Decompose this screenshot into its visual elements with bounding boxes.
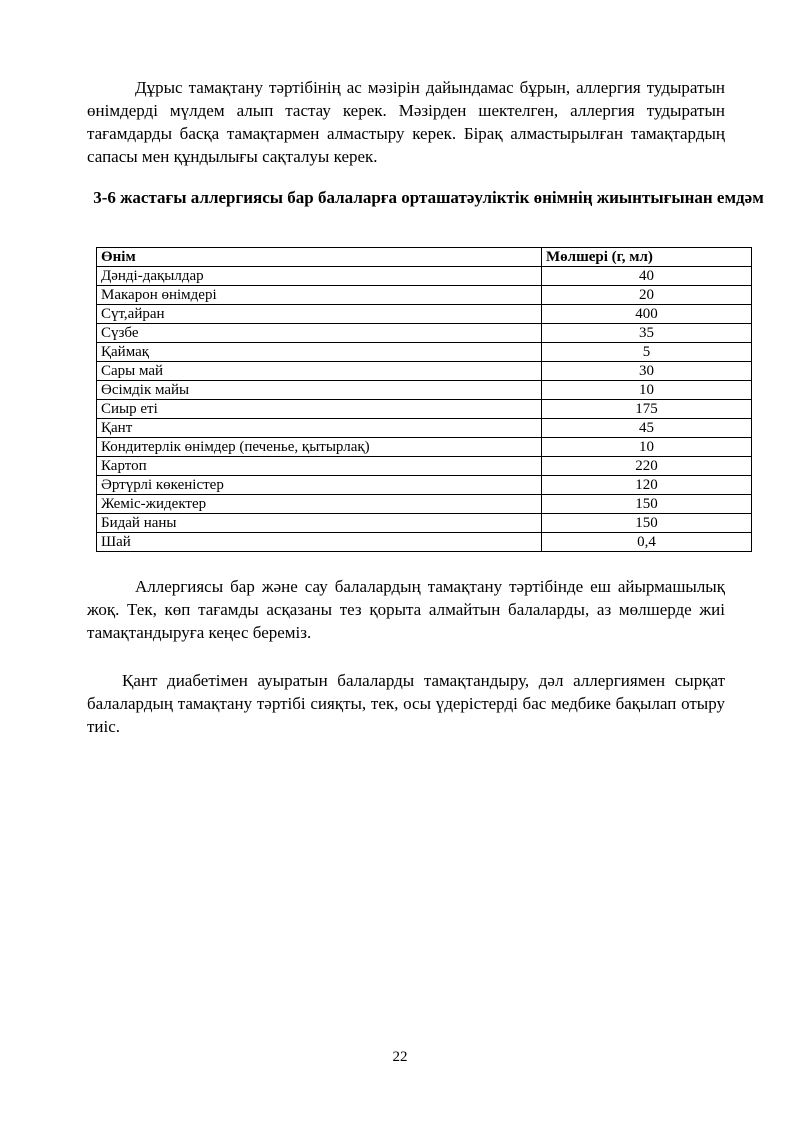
product-cell: Сүзбе — [97, 324, 542, 343]
table-header-row — [97, 248, 752, 267]
product-cell: Макарон өнімдері — [97, 286, 542, 305]
amount-cell: 35 — [542, 324, 752, 343]
product-cell: Қаймақ — [97, 343, 542, 362]
product-cell: Өсімдік майы — [97, 381, 542, 400]
page-number: 22 — [392, 1049, 408, 1065]
amount-cell: 150 — [542, 514, 752, 533]
amount-cell: 5 — [542, 343, 752, 362]
table-row — [97, 495, 752, 514]
header-product: Өнім — [97, 248, 542, 267]
amount-cell: 0,4 — [542, 533, 752, 552]
product-cell: Дәнді-дақылдар — [97, 267, 542, 286]
amount-cell: 400 — [542, 305, 752, 324]
product-cell: Сиыр еті — [97, 400, 542, 419]
table-row — [97, 381, 752, 400]
table-row — [97, 343, 752, 362]
amount-cell: 10 — [542, 438, 752, 457]
amount-cell: 175 — [542, 400, 752, 419]
table-row — [97, 533, 752, 552]
amount-cell: 40 — [542, 267, 752, 286]
table-row — [97, 362, 752, 381]
amount-cell: 220 — [542, 457, 752, 476]
third-paragraph: Қант диабетімен ауыратын балаларды тамақтандыру, дәл аллергиямен сырқат балалардың тамақтану тәртібі сияқты, тек, осы үдерістерді бас медбике бақылап отыру тиіс. — [87, 671, 725, 736]
intro-paragraph: Дұрыс тамақтану тәртібінің ас мәзірін дайындамас бұрын, аллергия тудыратын өнімдерді мүлдем алып тастау керек. Мәзірден шектелген, аллергия тудыратын тағамдарды басқа тамақтармен алмастыру керек. Бірақ алмастырылған тамақтардың сапасы мен құндылығы сақталуы керек. — [87, 78, 725, 166]
product-cell: Шай — [97, 533, 542, 552]
product-cell: Қант — [97, 419, 542, 438]
table-row — [97, 324, 752, 343]
table-row — [97, 438, 752, 457]
product-cell: Әртүрлі көкеністер — [97, 476, 542, 495]
table-row — [97, 400, 752, 419]
amount-cell: 120 — [542, 476, 752, 495]
header-amount: Мөлшері (г, мл) — [542, 248, 752, 267]
product-cell: Бидай наны — [97, 514, 542, 533]
product-cell: Сары май — [97, 362, 542, 381]
table-row — [97, 267, 752, 286]
table-row — [97, 286, 752, 305]
product-cell: Кондитерлік өнімдер (печенье, қытырлақ) — [97, 438, 542, 457]
table-row — [97, 514, 752, 533]
food-table — [96, 247, 752, 552]
second-paragraph: Аллергиясы бар және сау балалардың тамақтану тәртібінде еш айырмашылық жоқ. Тек, көп тағамды асқазаны тез қорыта алмайтын балаларды, аз мөлшерде жиі тамақтандыруға кеңес береміз. — [87, 577, 725, 642]
table-row — [97, 476, 752, 495]
table-body — [97, 267, 752, 552]
amount-cell: 150 — [542, 495, 752, 514]
table-row — [97, 419, 752, 438]
table-row — [97, 457, 752, 476]
product-cell: Картоп — [97, 457, 542, 476]
table-title: 3-6 жастағы аллергиясы бар балаларға орташатәуліктік өнімнің жиынтығынан емдәм — [93, 188, 764, 207]
product-cell: Сүт,айран — [97, 305, 542, 324]
product-cell: Жеміс-жидектер — [97, 495, 542, 514]
amount-cell: 30 — [542, 362, 752, 381]
amount-cell: 20 — [542, 286, 752, 305]
amount-cell: 45 — [542, 419, 752, 438]
amount-cell: 10 — [542, 381, 752, 400]
table-row — [97, 305, 752, 324]
